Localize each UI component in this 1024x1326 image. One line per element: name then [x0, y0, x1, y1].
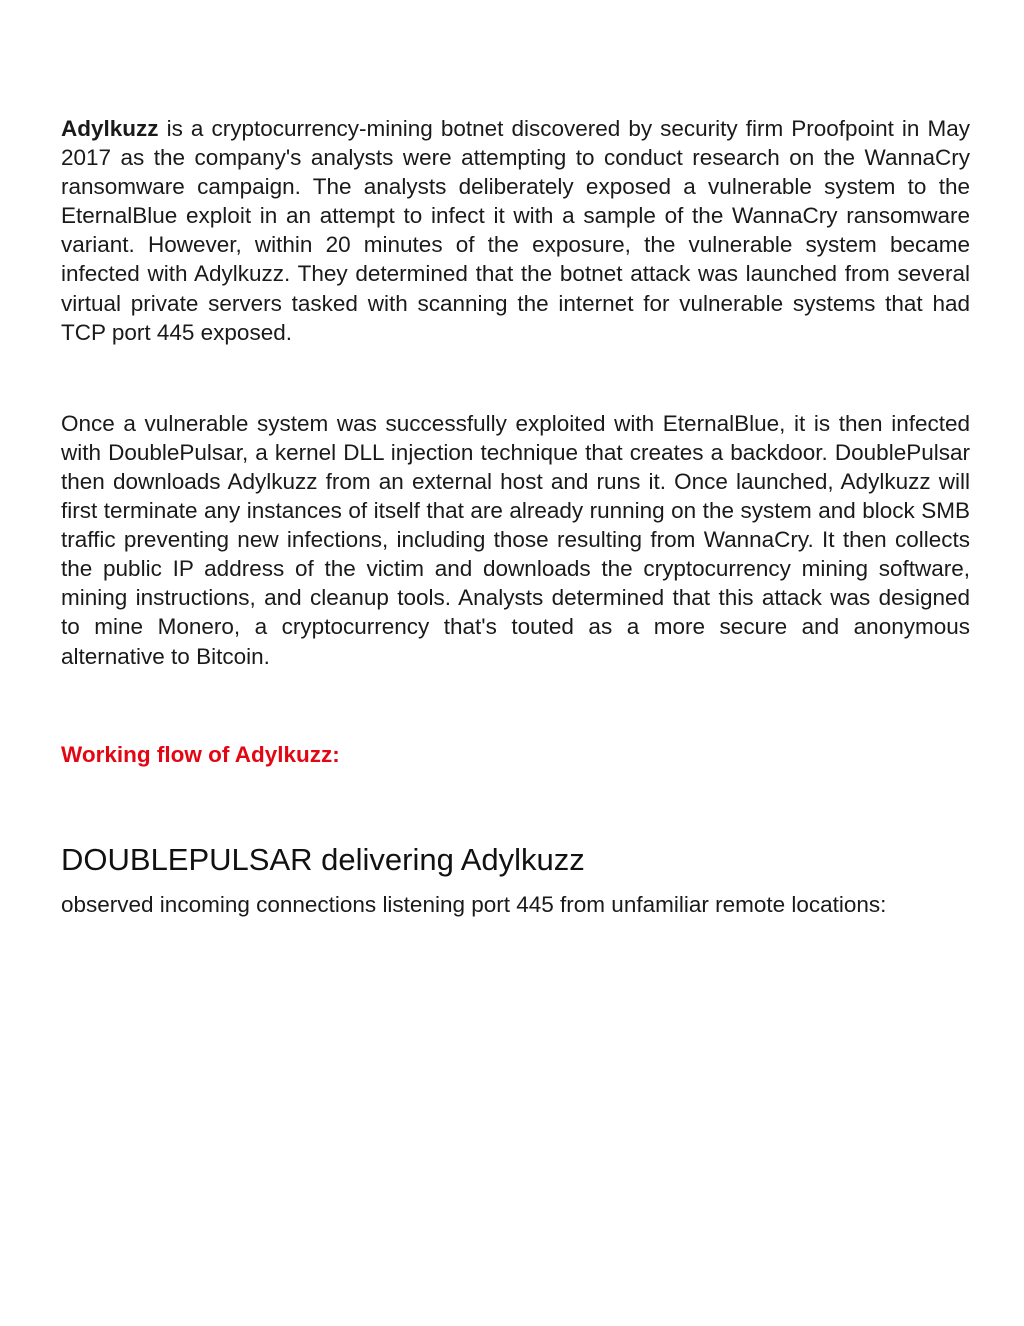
- section-title: DOUBLEPULSAR delivering Adylkuzz: [61, 841, 585, 877]
- working-flow-heading: Working flow of Adylkuzz:: [61, 741, 340, 767]
- infection-paragraph: Once a vulnerable system was successfully exploited with EternalBlue, it is then infected with DoublePulsar, a kernel DLL injection technique that creates a backdoor. DoublePulsar then downloads Adylkuzz from an external host and runs it. Once launched, Adylkuzz will first terminate any instances of itself that are already running on the system and block SMB traffic preventing new infections, including those resulting from WannaCry. It then collects the public IP address of the victim and downloads the cryptocurrency mining software, mining instructions, and cleanup tools. Analysts determined that this attack was designed to mine Monero, a cryptocurrency that's touted as a more secure and anonymous alternative to Bitcoin.: [61, 410, 970, 669]
- document-page: [61, 114, 970, 919]
- intro-text: is a cryptocurrency-mining botnet discovered by security firm Proofpoint in May 2017 as the company's analysts were attempting to conduct research on the WannaCry ransomware campaign. The analysts deliberately exposed a vulnerable system to the EternalBlue exploit in an attempt to infect it with a sample of the WannaCry ransomware variant. However, within 20 minutes of the exposure, the vulnerable system became infected with Adylkuzz. They determined that the botnet attack was launched from several virtual private servers tasked with scanning the internet for vulnerable systems that had TCP port 445 exposed.: [61, 116, 970, 345]
- intro-lead-term: Adylkuzz: [61, 116, 159, 141]
- intro-paragraph: [61, 114, 970, 347]
- observation-paragraph: observed incoming connections listening port 445 from unfamiliar remote locations:: [61, 891, 887, 917]
